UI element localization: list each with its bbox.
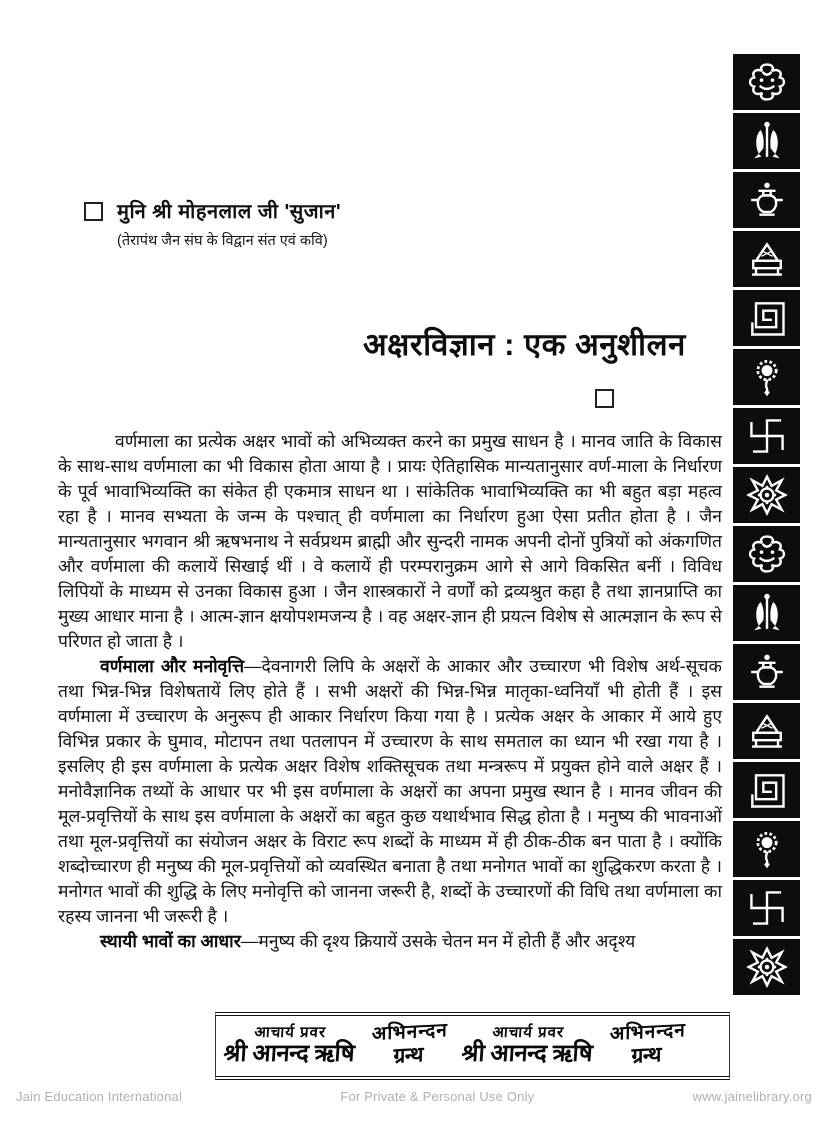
title-marker-square-icon [595,389,614,408]
stamp-unit-bottom-text: श्री आनन्द ऋषि [222,1040,356,1067]
shrivatsa-icon [733,526,800,582]
ornament-strip [733,54,800,995]
stamp-unit-top-text: आचार्य प्रवर [253,1024,327,1041]
stamp-unit [215,1025,364,1067]
shrivatsa-icon [733,54,800,110]
footer-left-text: Jain Education International [16,1089,183,1104]
paragraph-lead: वर्णमाला और मनोवृत्ति [100,656,245,676]
author-name: मुनि श्री मोहनलाल जी 'सुजान' [117,201,342,223]
mirror-icon [733,821,800,877]
eight-point-star-icon [733,939,800,995]
author-subtitle: (तेरापंथ जैन संघ के विद्वान संत एवं कवि) [117,233,328,249]
throne-icon [733,231,800,287]
body-text [58,429,722,954]
stamp-unit-top-text: अभिनन्दन [609,1020,687,1045]
stamp-unit-bottom-text: ग्रन्थ [392,1043,423,1068]
page-title: अक्षरविज्ञान : एक अनुशीलन [363,327,686,362]
stamp-unit [600,1020,695,1069]
stamp-unit-bottom-text: ग्रन्थ [631,1043,662,1068]
paragraph: वर्णमाला और मनोवृत्ति—देवनागरी लिपि के अक्षरों के आकार और उच्चारण भी विशेष अर्थ-सूचक तथा भिन्न-भिन्न विशेषतायें लिए होते हैं । सभी अक्षरों की भिन्न-भिन्न मातृका-ध्वनियाँ भी होती हैं । इस वर्णमाला में उच्चारण के अनुरूप ही आकार निर्धारण किया गया है । प्रत्येक अक्षर के आकार में आये हुए विभिन्न प्रकार के घुमाव, मोटापन तथा पतलापन में उच्चारण के साथ समताल का ध्यान भी रखा गया है । इसलिए ही इस वर्णमाला के प्रत्येक अक्षर विशेष शक्तिसूचक तथा मन्त्ररूप में प्रयुक्त होने वाले अक्षर हैं । मनोवैज्ञानिक तथ्यों के आधार पर भी इस वर्णमाला के अक्षरों का अपना प्रमुख स्थान है । मानव जीवन की मूल-प्रवृत्तियों के साथ इस वर्णमाला के अक्षरों का बहुत कुछ यथार्थभाव सिद्ध होता है । मनुष्य की भावनाओं तथा मूल-प्रवृत्तियों का संयोजन अक्षर के विराट रूप शब्दों के माध्यम में ही ठीक-ठीक बन पाता है । क्योंकि शब्दोच्चारण ही मनुष्य की मूल-प्रवृत्तियों को व्यवस्थित बनाता है तथा मनोगत भावों का शुद्धिकरण करता है । मनोगत भावों की शुद्धि के लिए मनोवृत्ति को जानना जरूरी है, शब्दों के उच्चारणों की विधि तथा वर्णमाला का रहस्य जानना भी जरूरी है । [58,656,722,926]
kalasha-icon [733,172,800,228]
nandyavarta-icon [733,290,800,346]
paragraph: वर्णमाला का प्रत्येक अक्षर भावों को अभिव्यक्त करने का प्रमुख साधन है । मानव जाति के विकास के साथ-साथ वर्णमाला का भी विकास होता आया है । प्रायः ऐतिहासिक मान्यतानुसार वर्ण-माला के निर्धारण के पूर्व भावाभिव्यक्ति का संकेत ही एकमात्र साधन था । सांकेतिक भावाभिव्यक्ति का भी बहुत बड़ा महत्व रहा है । मानव सभ्यता के जन्म के पश्चात् ही वर्णमाला का निर्धारण हुआ ऐसा प्रतीत होता है । जैन मान्यतानुसार भगवान श्री ऋषभनाथ ने सर्वप्रथम ब्राह्मी और सुन्दरी नामक अपनी दोनों पुत्रियों को अंकगणित और वर्णमाला की कलायें सिखाई थीं । वे कलायें ही परम्परानुक्रम आगे से आगे विकसित बनीं । विविध लिपियों के माध्यम से उनका विकास हुआ । जैन शास्त्रकारों ने वर्णों को द्रव्यश्रुत कहा है तथा ज्ञानप्राप्ति का मुख्य आधार माना है । आत्म-ज्ञान क्षयोपशमजन्य है । वह अक्षर-ज्ञान ही प्रयत्न विशेष से आत्मज्ञान के रूप से परिणत हो जाता है । [58,431,722,651]
fish-pair-icon [733,585,800,641]
stamp-unit [361,1020,456,1069]
footer [0,1089,828,1104]
stamp-unit-bottom-text: श्री आनन्द ऋषि [461,1040,594,1067]
author-block [84,197,341,250]
nandyavarta-icon [733,762,800,818]
stamp-band [215,1012,730,1080]
stamp-unit [453,1025,603,1067]
paragraph-lead: स्थायी भावों का आधार [100,931,241,951]
stamp-unit-top-text: अभिनन्दन [371,1020,448,1045]
fish-pair-icon [733,113,800,169]
swastika-icon [733,880,800,936]
square-bullet-icon [84,202,103,221]
footer-center-text: For Private & Personal Use Only [340,1089,535,1104]
paragraph: स्थायी भावों का आधार—मनुष्य की दृश्य क्रियायें उसके चेतन मन में होती हैं और अदृश्य [100,931,636,951]
author-lines [117,197,341,250]
throne-icon [733,703,800,759]
stamp-unit-top-text: आचार्य प्रवर [492,1024,566,1041]
mirror-icon [733,349,800,405]
swastika-icon [733,408,800,464]
kalasha-icon [733,644,800,700]
footer-right-text: www.jainelibrary.org [692,1089,812,1104]
eight-point-star-icon [733,467,800,523]
